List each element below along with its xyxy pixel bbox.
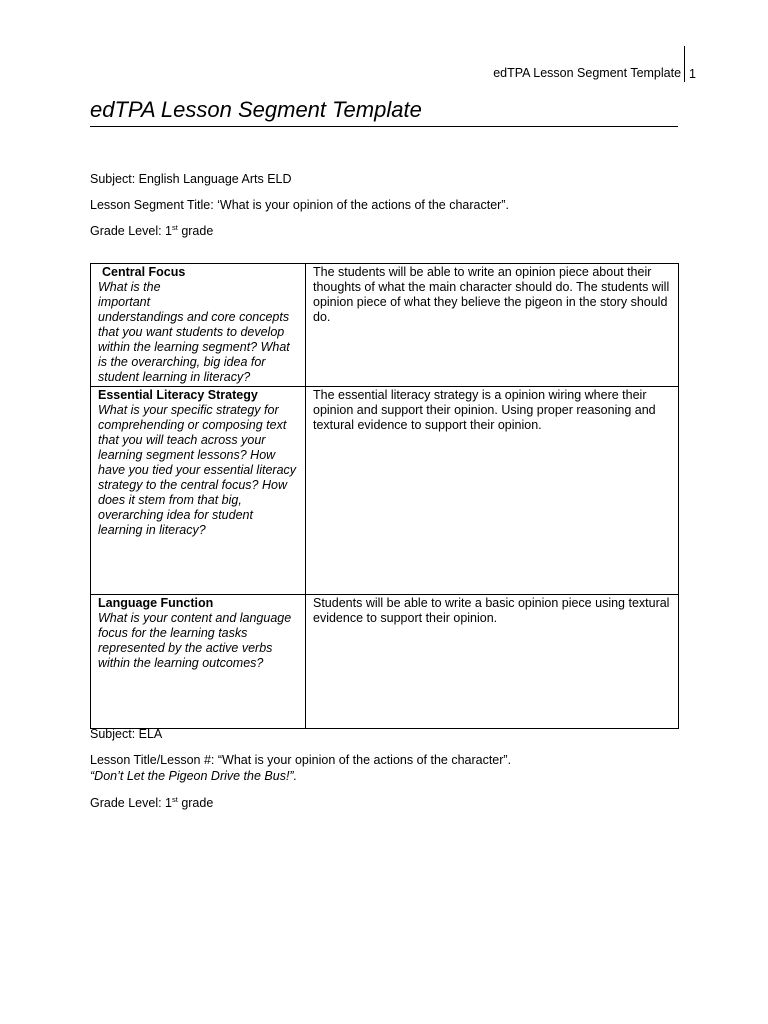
cell-central-focus-prompt: [91, 264, 306, 387]
page-number: 1: [684, 46, 696, 82]
lesson-subject-line: Subject: ELA: [90, 727, 163, 741]
lesson-segment-title-line: Lesson Segment Title: ‘What is your opinion of the actions of the character”.: [90, 198, 509, 212]
central-focus-prompt: What is the important understandings and core concepts that you want students to develop within the learning segment? What is the overarching, big idea for student learning in literacy?: [98, 280, 290, 384]
lesson-grade-level-suffix: grade: [177, 796, 214, 810]
central-focus-response: The students will be able to write an opinion piece about their thoughts of what the main character should do. The students will opinion piece of what they believe the pigeon in the story should do.: [313, 265, 670, 324]
central-focus-label: Central Focus: [102, 265, 186, 279]
grade-level-ordinal: st: [172, 223, 178, 232]
table-row-central-focus: [91, 264, 679, 387]
grade-level-suffix: grade: [177, 224, 214, 238]
running-header: [493, 66, 696, 82]
cell-essential-literacy-strategy-response: [306, 387, 679, 595]
cell-language-function-prompt: [91, 595, 306, 729]
lesson-grade-level-line: [90, 796, 213, 811]
language-function-response: Students will be able to write a basic opinion piece using textural evidence to support their opinion.: [313, 596, 670, 625]
book-title-line: “Don’t Let the Pigeon Drive the Bus!”.: [90, 769, 298, 783]
lesson-title-line: Lesson Title/Lesson #: “What is your opinion of the actions of the character”.: [90, 753, 512, 767]
cell-essential-literacy-strategy-prompt: [91, 387, 306, 595]
running-header-title: edTPA Lesson Segment Template: [493, 66, 682, 80]
lesson-grade-level-ordinal: st: [172, 795, 178, 804]
essential-literacy-strategy-response: The essential literacy strategy is a opinion wiring where their opinion and support their opinion. Using proper reasoning and textural evidence to support their opinion.: [313, 388, 656, 432]
lesson-segment-table: [90, 263, 679, 729]
lesson-grade-level-text: Grade Level: 1: [90, 796, 172, 810]
table-row-language-function: [91, 595, 679, 729]
grade-level-text: Grade Level: 1: [90, 224, 172, 238]
grade-level-line: [90, 224, 213, 239]
subject-line: Subject: English Language Arts ELD: [90, 172, 292, 186]
language-function-prompt: What is your content and language focus for the learning tasks represented by the active verbs within the learning outcomes?: [98, 611, 292, 670]
table-row-essential-literacy-strategy: [91, 387, 679, 595]
essential-literacy-strategy-prompt: What is your specific strategy for comprehending or composing text that you will teach across your learning segment lessons? How have you tied your essential literacy strategy to the central focus? How does it stem from that big, overarching idea for student learning in literacy?: [98, 403, 297, 537]
document-title: edTPA Lesson Segment Template: [90, 96, 678, 127]
cell-language-function-response: [306, 595, 679, 729]
cell-central-focus-response: [306, 264, 679, 387]
language-function-label: Language Function: [98, 596, 214, 610]
essential-literacy-strategy-label: Essential Literacy Strategy: [98, 388, 258, 402]
